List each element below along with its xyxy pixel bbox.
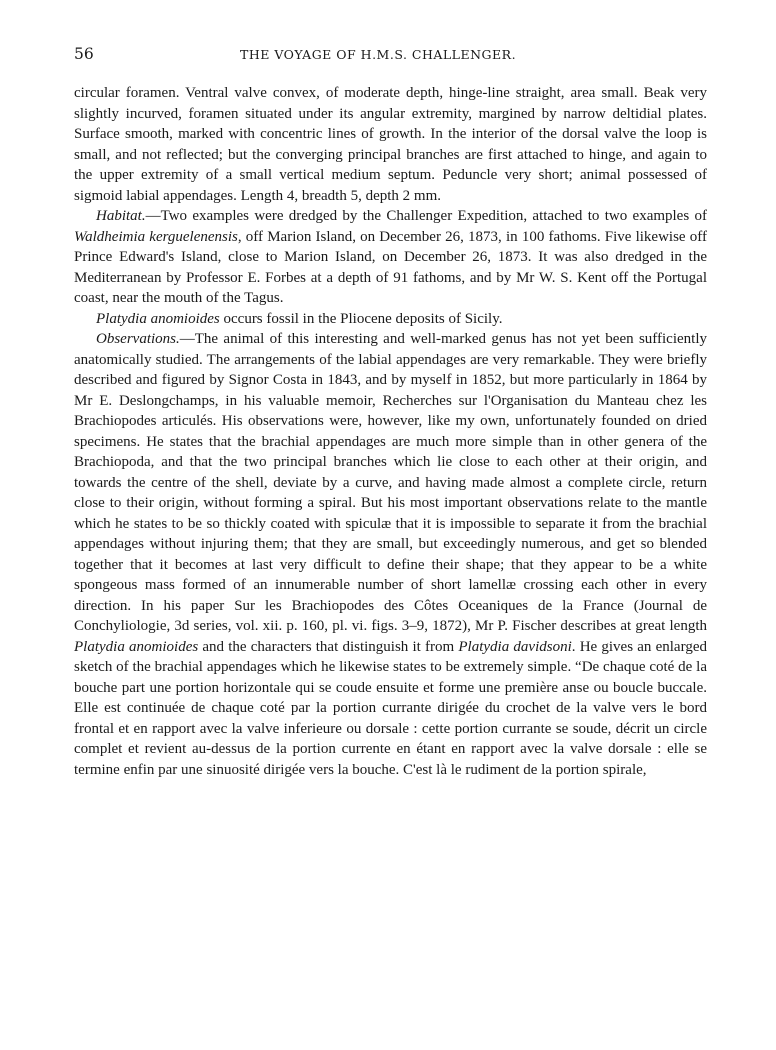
page-header: [74, 42, 707, 76]
paragraph-habitat: [74, 206, 707, 309]
habitat-label: Habitat.: [96, 208, 146, 224]
body-text: [74, 83, 707, 780]
observations-label: Observations.: [96, 331, 180, 347]
paragraph-description: circular foramen. Ventral valve convex, of moderate depth, hinge-line straight, area small. Beak very slightly incurved, foramen situated under its angular extremity, margined by narrow deltidial plates. Surface smooth, marked with concentric lines of growth. In the interior of the dorsal valve the loop is small, and not reflected; but the converging principal branches are first attached to hinge, and again to the upper extremity of a small vertical medium septum. Peduncle very short; animal possessed of sigmoid labial appendages. Length 4, breadth 5, depth 2 mm.: [74, 85, 707, 204]
paragraph-fossil: [74, 309, 707, 330]
page-number: 56: [74, 45, 94, 63]
page-content: [74, 42, 707, 1042]
observations-text-b: and the characters that distinguish it from: [198, 638, 459, 655]
species-name: Platydia anomioides: [74, 638, 199, 655]
species-name: Platydia anomioides: [96, 310, 220, 327]
species-name: Waldheimia kerguelenensis: [74, 228, 238, 245]
observations-text-c: . He gives an enlarged sketch of the brachial appendages which he likewise states to be extremely simple. “De chaque coté de la bouche part une portion horizontale qui se coude ensuite et forme une première anse ou boucle buccale. Elle est continuée de chaque coté par la portion currante dirigée du crochet de la valve vers le bord frontal et en rapport avec la valve inferieure ou dorsale : cette portion currante se soude, décrit un circle complet et revient au-dessus de la portion currente en étant en rapport avec la valve dorsale : elle se termine enfin par une sinuosité dirigée vers la bouche. C'est là le rudiment de la portion spirale,: [74, 638, 707, 778]
fossil-text: occurs fossil in the Pliocene deposits of Sicily.: [219, 310, 503, 327]
habitat-text-a: —Two examples were dredged by the Challenger Expedition, attached to two examples of: [145, 208, 707, 224]
species-name: Platydia davidsoni: [458, 638, 572, 655]
paragraph-observations: [74, 329, 707, 780]
running-head: THE VOYAGE OF H.M.S. CHALLENGER.: [240, 47, 517, 62]
observations-text-a: —The animal of this interesting and well-marked genus has not yet been sufficiently anatomically studied. The arrangements of the labial appendages are very remarkable. They were briefly described and figured by Signor Costa in 1843, and by myself in 1852, but more particularly in 1864 by Mr E. Deslongchamps, in his valuable memoir, Recherches sur l'Organisation du Manteau chez les Brachiopodes articulés. His observations were, however, like my own, unfortunately founded on dried specimens. He states that the brachial appendages are much more simple than in other genera of the Brachiopoda, and that the two principal branches which lie close to each other at their origin, and towards the centre of the shell, deviate by a curve, and having made almost a complete circle, return close to their origin, without forming a spiral. But his most important observations relate to the mantle which he states to be so thickly coated with spiculæ that it is impossible to separate it from the brachial appendages without injuring them; that they are small, but exceedingly numerous, and get so blended together that it becomes at last very difficult to define their shape; that they appear to be a white spongeous mass formed of an innumerable number of short lamellæ crossing each other in every direction. In his paper Sur les Brachiopodes des Côtes Oceaniques de la France (Journal de Conchyliologie, 3d series, vol. xii. p. 160, pl. vi. figs. 3–9, 1872), Mr P. Fischer describes at great length: [74, 331, 707, 634]
habitat-text-b: , off Marion Island, on December 26, 1873, in 100 fathoms. Five likewise off Prince Edward's Island, close to Marion Island, on December 26, 1873. It was also dredged in the Mediterranean by Professor E. Forbes at a depth of 91 fathoms, and by Mr W. S. Kent off the Portugal coast, near the mouth of the Tagus.: [74, 228, 707, 306]
